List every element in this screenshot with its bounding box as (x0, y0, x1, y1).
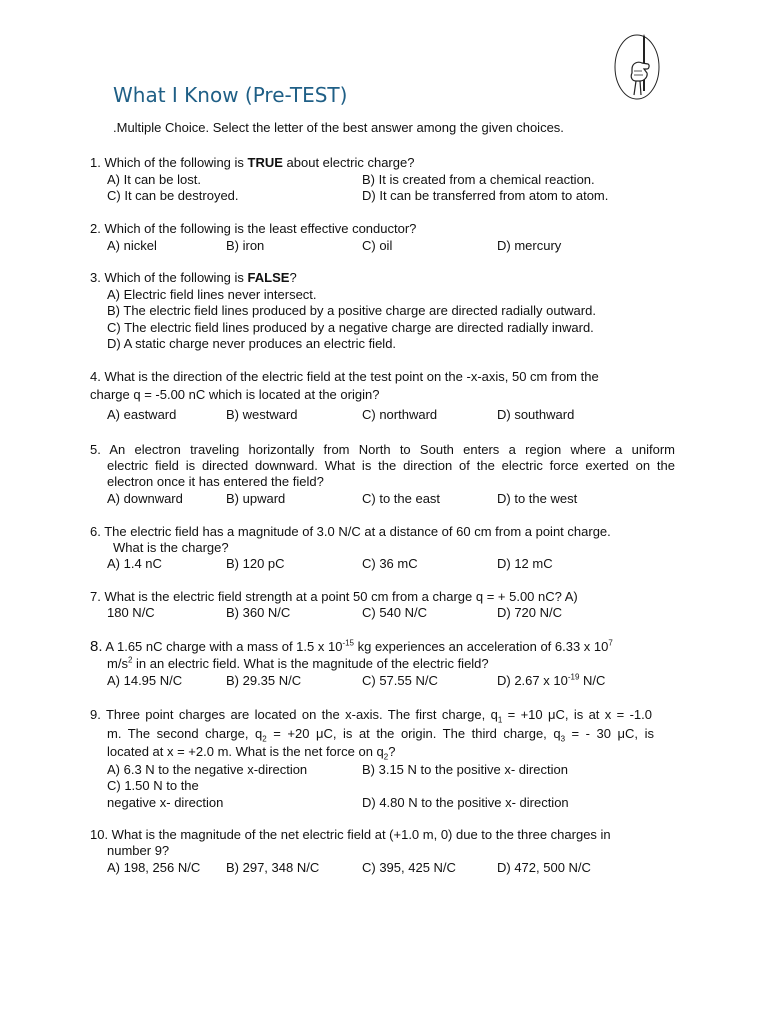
question-5-stem-line1: 5. An electron traveling horizontally from North to South enters a region where a uniform (90, 442, 675, 457)
question-10-stem-line2: number 9? (107, 843, 170, 858)
q5-choice-b: B) upward (226, 491, 286, 506)
question-1-stem: 1. Which of the following is TRUE about electric charge? (90, 155, 415, 170)
question-3-stem: 3. Which of the following is FALSE? (90, 270, 297, 285)
q1-choice-d: D) It can be transferred from atom to atom. (362, 188, 609, 203)
q5-choice-c: C) to the east (362, 491, 441, 506)
q5-choice-a: A) downward (107, 491, 183, 506)
q3-choice-c: C) The electric field lines produced by a negative charge are directed radially inward. (107, 320, 594, 335)
hand-writing-logo-icon (614, 33, 660, 101)
q4-choice-b: B) westward (226, 407, 298, 422)
question-2-stem: 2. Which of the following is the least effective conductor? (90, 221, 417, 236)
q9-choice-d: D) 4.80 N to the positive x- direction (362, 795, 569, 810)
q7-choice-d: D) 720 N/C (497, 605, 563, 620)
q1-choice-c: C) It can be destroyed. (107, 188, 239, 203)
q2-choice-d: D) mercury (497, 238, 562, 253)
question-6-stem-line1: 6. The electric field has a magnitude of 3.0 N/C at a distance of 60 cm from a point charge. (90, 524, 611, 539)
q8-choice-a: A) 14.95 N/C (107, 673, 183, 688)
q3-choice-b: B) The electric field lines produced by a positive charge are directed radially outward. (107, 303, 596, 318)
question-10-stem-line1: 10. What is the magnitude of the net electric field at (+1.0 m, 0) due to the three charges in (90, 827, 611, 842)
q3-choice-a: A) Electric field lines never intersect. (107, 287, 317, 302)
question-5-stem-line3: electron once it has entered the field? (107, 474, 324, 489)
q9-choice-c-line1: C) 1.50 N to the (107, 778, 199, 793)
q2-choice-c: C) oil (362, 238, 393, 253)
q4-choice-a: A) eastward (107, 407, 177, 422)
q3-choice-d: D) A static charge never produces an electric field. (107, 336, 397, 351)
q6-choice-b: B) 120 pC (226, 556, 285, 571)
q6-choice-d: D) 12 mC (497, 556, 553, 571)
q10-choice-b: B) 297, 348 N/C (226, 860, 320, 875)
q6-choice-a: A) 1.4 nC (107, 556, 162, 571)
question-6-stem-line2: What is the charge? (113, 540, 229, 555)
q10-choice-d: D) 472, 500 N/C (497, 860, 591, 875)
q8-choice-c: C) 57.55 N/C (362, 673, 438, 688)
question-8-stem-line2: $m/s^2$ in an electric field. What is the magnitude of the electric field? (107, 655, 489, 671)
question-7-stem: 7. What is the electric field strength at a point 50 cm from a charge q = + 5.00 nC? A) (90, 589, 578, 604)
q8-choice-b: B) 29.35 N/C (226, 673, 302, 688)
q7-choice-a: 180 N/C (107, 605, 155, 620)
q7-choice-c: C) 540 N/C (362, 605, 428, 620)
q9-choice-b: B) 3.15 N to the positive x- direction (362, 762, 568, 777)
question-4-stem-line1: 4. What is the direction of the electric field at the test point on the -x-axis, 50 cm from the (90, 369, 599, 384)
q1-choice-a: A) It can be lost. (107, 172, 201, 187)
q6-choice-c: C) 36 mC (362, 556, 418, 571)
question-9-stem-line1: 9. Three point charges are located on the x-axis. The first charge, $q_1 = +10$ μC, is at x = -1.0 (90, 707, 652, 725)
question-9-stem-line3: located at x = +2.0 m. What is the net force on $q_2$? (107, 744, 396, 762)
instructions: .Multiple Choice. Select the letter of the best answer among the given choices. (113, 120, 564, 135)
question-4-stem-line2: charge q = -5.00 nC which is located at the origin? (90, 387, 380, 402)
question-5-stem-line2: electric field is directed downward. What is the direction of the electric force exerted on the (107, 458, 675, 473)
q10-choice-c: C) 395, 425 N/C (362, 860, 456, 875)
q4-choice-c: C) northward (362, 407, 438, 422)
q9-choice-c-line2: negative x- direction (107, 795, 224, 810)
q8-choice-d: D) 2.67 x $10^{-19}$ N/C (497, 672, 606, 688)
question-9-stem-line2: m. The second charge, $q_2 = +20$ μC, is at the origin. The third charge, $q_3$ = - 30 μC, is (107, 726, 654, 744)
q4-choice-d: D) southward (497, 407, 575, 422)
q2-choice-b: B) iron (226, 238, 265, 253)
q2-choice-a: A) nickel (107, 238, 157, 253)
q5-choice-d: D) to the west (497, 491, 578, 506)
q7-choice-b: B) 360 N/C (226, 605, 291, 620)
q10-choice-a: A) 198, 256 N/C (107, 860, 201, 875)
q1-choice-b: B) It is created from a chemical reaction. (362, 172, 595, 187)
page-title: What I Know (Pre-TEST) (113, 83, 348, 107)
question-8-stem-line1: 8. A 1.65 nC charge with a mass of 1.5 x $10^{-15}$ kg experiences an acceleration of 6.33 x $10^7$ (90, 638, 613, 655)
q9-choice-a: A) 6.3 N to the negative x-direction (107, 762, 308, 777)
